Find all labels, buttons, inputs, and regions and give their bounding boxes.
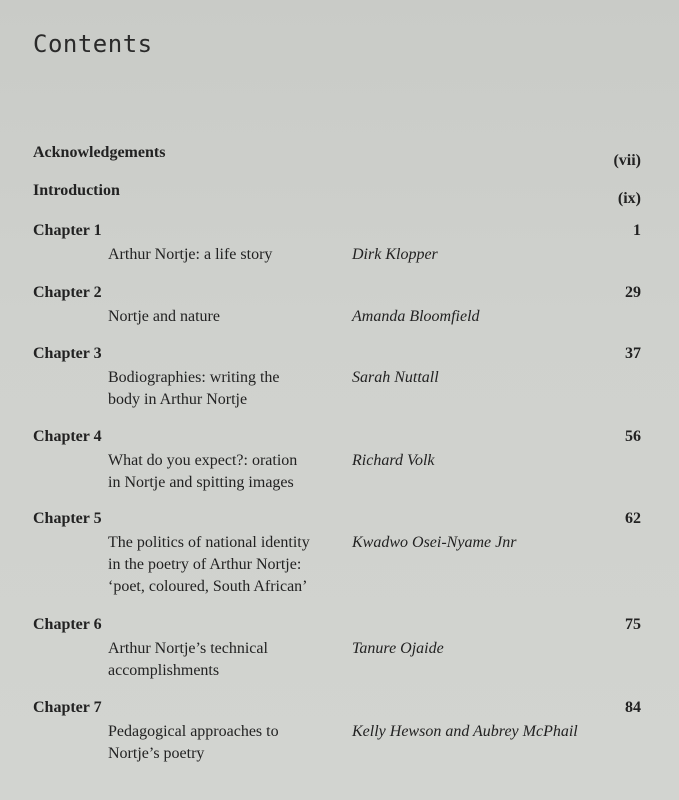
chapter-label: Chapter 7 bbox=[33, 699, 102, 716]
chapter-title: What do you expect?: oration in Nortje and spitting images bbox=[108, 452, 298, 491]
front-matter-page-number: (vii) bbox=[613, 152, 641, 169]
chapter-page-number: 29 bbox=[625, 284, 641, 301]
chapter-author: Kelly Hewson and Aubrey McPhail bbox=[352, 723, 578, 740]
chapter-title: Arthur Nortje: a life story bbox=[108, 246, 273, 263]
chapter-label: Chapter 3 bbox=[33, 345, 102, 362]
chapter-label: Chapter 1 bbox=[33, 222, 102, 239]
front-matter-label: Acknowledgements bbox=[33, 144, 166, 161]
chapter-page-number: 37 bbox=[625, 345, 641, 362]
chapter-label: Chapter 6 bbox=[33, 616, 102, 633]
chapter-title: Arthur Nortje’s technical accomplishments bbox=[108, 640, 268, 679]
chapter-label: Chapter 4 bbox=[33, 428, 102, 445]
page-title: Contents bbox=[33, 30, 153, 58]
chapter-author: Dirk Klopper bbox=[352, 246, 438, 263]
chapter-page-number: 56 bbox=[625, 428, 641, 445]
chapter-title: Bodiographies: writing the body in Arthur Nortje bbox=[108, 369, 280, 408]
chapter-author: Amanda Bloomfield bbox=[352, 308, 480, 325]
chapter-label: Chapter 5 bbox=[33, 510, 102, 527]
chapter-author: Kwadwo Osei-Nyame Jnr bbox=[352, 534, 517, 551]
chapter-label: Chapter 2 bbox=[33, 284, 102, 301]
chapter-title: Pedagogical approaches to Nortje’s poetry bbox=[108, 723, 279, 762]
chapter-author: Tanure Ojaide bbox=[352, 640, 444, 657]
chapter-title: The politics of national identity in the poetry of Arthur Nortje: ‘poet, coloured, South African’ bbox=[108, 534, 310, 595]
front-matter-page-number: (ix) bbox=[617, 190, 641, 207]
chapter-page-number: 84 bbox=[625, 699, 641, 716]
chapter-title: Nortje and nature bbox=[108, 308, 220, 325]
chapter-page-number: 75 bbox=[625, 616, 641, 633]
chapter-page-number: 62 bbox=[625, 510, 641, 527]
chapter-author: Sarah Nuttall bbox=[352, 369, 439, 386]
front-matter-label: Introduction bbox=[33, 182, 120, 199]
chapter-page-number: 1 bbox=[633, 222, 641, 239]
chapter-author: Richard Volk bbox=[352, 452, 435, 469]
